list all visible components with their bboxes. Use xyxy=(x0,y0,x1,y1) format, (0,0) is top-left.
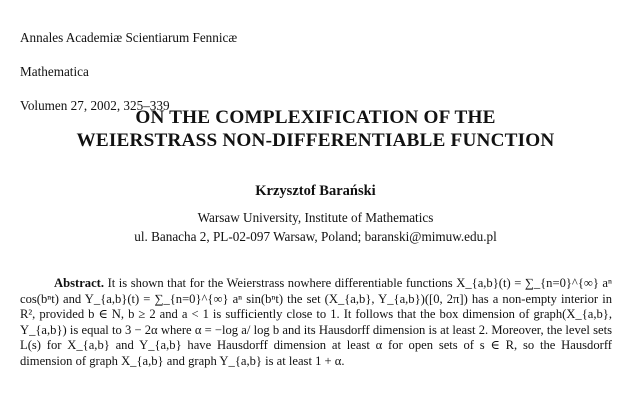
paper-title xyxy=(0,106,631,152)
author-name: Krzysztof Barański xyxy=(255,183,376,199)
affiliation-institution: Warsaw University, Institute of Mathematics xyxy=(197,210,434,225)
paper-title-line-1: ON THE COMPLEXIFICATION OF THE xyxy=(135,107,496,128)
abstract-label: Abstract. xyxy=(54,276,105,290)
journal-series: Mathematica xyxy=(20,64,89,79)
affiliation xyxy=(0,208,631,246)
affiliation-address: ul. Banacha 2, PL-02-097 Warsaw, Poland; baranski@mimuw.edu.pl xyxy=(134,229,497,244)
abstract xyxy=(20,276,612,369)
journal-name: Annales Academiæ Scientiarum Fennicæ xyxy=(20,30,238,45)
abstract-text: It is shown that for the Weierstrass nowhere differentiable functions X_{a,b}(t) = ∑_{n=0}^{∞} aⁿ cos(bⁿt) and Y_{a,b}(t) = ∑_{n=0}^{∞} aⁿ sin(bⁿt) the set (X_{a,b}, Y_{a,b})([0, 2π]) has a non-empty interior in R², provided b ∈ N, b ≥ 2 and a < 1 is sufficiently close to 1. It follows that the box dimension of graph(X_{a,b}, Y_{a,b}) is equal to 3 − 2α where α = −log a/ log b and its Hausdorff dimension is at least 2. Moreover, the level sets L(s) for X_{a,b} and Y_{a,b} have Hausdorff dimension at least α for open sets of s ∈ R, so the Hausdorff dimension of graph X_{a,b} and graph Y_{a,b} is at least 1 + α. xyxy=(20,276,612,368)
journal-volume: Volumen 27, 2002, 325–339 xyxy=(20,98,170,113)
paper-title-line-2: WEIERSTRASS NON-DIFFERENTIABLE FUNCTION xyxy=(76,130,555,151)
